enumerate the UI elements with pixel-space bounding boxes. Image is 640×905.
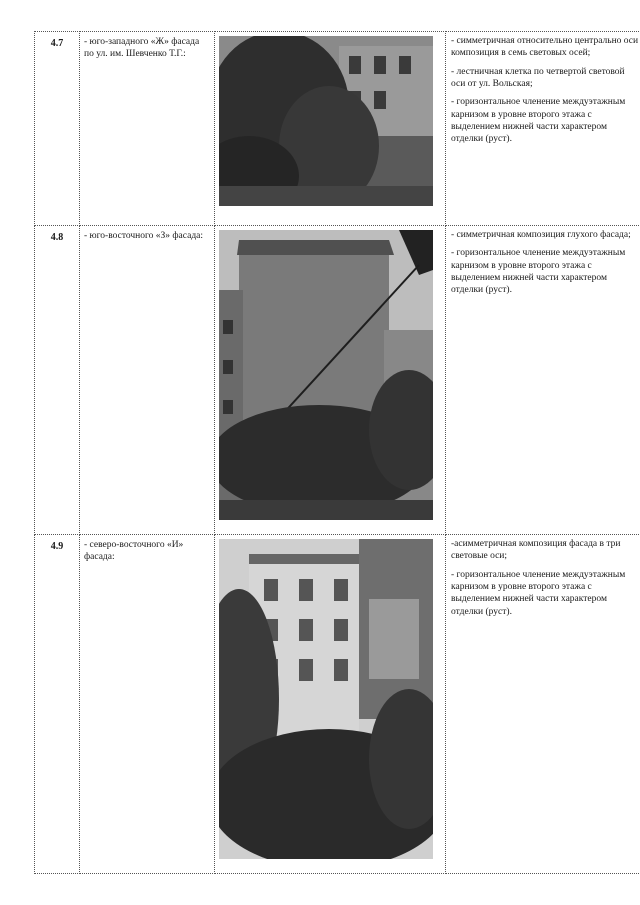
row-number: 4.7 [35, 32, 80, 226]
facade-photo [219, 36, 433, 206]
facade-table [34, 31, 640, 874]
row-label: - северо-восточного «И» фасада: [80, 535, 215, 874]
table-row [35, 535, 640, 874]
facade-photo [219, 230, 433, 520]
row-notes [446, 535, 640, 874]
note-item: - горизонтальное членение междуэтажным карнизом в уровне второго этажа с выделением нижней части характером отделки (руст). [451, 97, 626, 145]
row-number: 4.9 [35, 535, 80, 874]
facade-photo-cell [215, 32, 446, 226]
row-label: - юго-восточного «З» фасада: [80, 226, 215, 535]
facade-photo [219, 539, 433, 859]
row-notes [446, 32, 640, 226]
table-row [35, 226, 640, 535]
facade-photo-cell [215, 226, 446, 535]
row-number: 4.8 [35, 226, 80, 535]
note-item: -асимметричная композиция фасада в три световые оси; [451, 539, 621, 562]
table-row [35, 32, 640, 226]
facade-photo-cell [215, 535, 446, 874]
note-item: - симметричная относительно центрально оси композиция в семь световых осей; [451, 36, 639, 59]
row-label: - юго-западного «Ж» фасада по ул. им. Шевченко Т.Г.: [80, 32, 215, 226]
note-item: - лестничная клетка по четвертой световой оси от ул. Вольская; [451, 66, 625, 90]
row-notes [446, 226, 640, 535]
note-item: - горизонтальное членение междуэтажным карнизом в уровне второго этажа с выделением нижней части характером отделки (руст). [451, 248, 626, 296]
note-item: - симметричная композиция глухого фасада; [451, 230, 631, 240]
note-item: - горизонтальное членение междуэтажным карнизом в уровне второго этажа с выделением нижней части характером отделки (руст). [451, 569, 626, 617]
